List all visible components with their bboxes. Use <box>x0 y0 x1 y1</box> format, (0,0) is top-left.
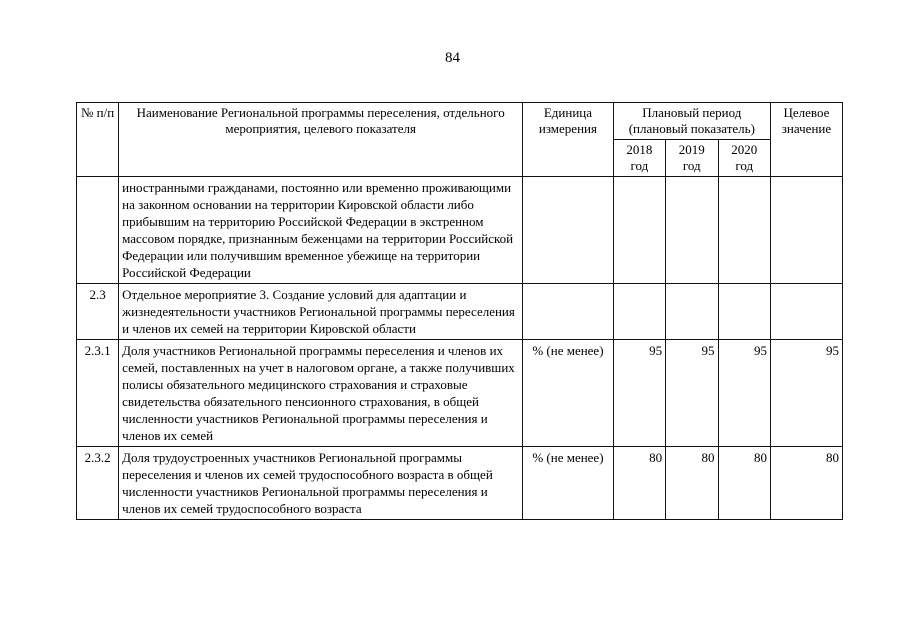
col-header-target: Целевое значение <box>770 103 842 177</box>
row-unit: % (не менее) <box>523 447 613 520</box>
row-unit <box>523 177 613 284</box>
row-num: 2.3 <box>77 284 119 340</box>
row-value-2019 <box>666 177 718 284</box>
page-number: 84 <box>445 50 460 66</box>
row-num: 2.3.2 <box>77 447 119 520</box>
row-value-2019 <box>666 284 718 340</box>
row-unit: % (не менее) <box>523 340 613 447</box>
row-name: Отдельное мероприятие 3. Создание условий для адаптации и жизнедеятельности участников Региональной программы переселения и членов их семей на территории Кировской области <box>119 284 523 340</box>
row-num <box>77 177 119 284</box>
table-row <box>77 177 843 284</box>
col-header-name: Наименование Региональной программы переселения, отдельного мероприятия, целевого показателя <box>119 103 523 177</box>
row-value-2018 <box>613 177 665 284</box>
row-unit <box>523 284 613 340</box>
row-num: 2.3.1 <box>77 340 119 447</box>
header-row <box>77 103 843 140</box>
col-header-year-2018: 2018 год <box>613 140 665 177</box>
row-value-2019: 80 <box>666 447 718 520</box>
row-value-2020 <box>718 177 770 284</box>
table-row <box>77 284 843 340</box>
table-row <box>77 340 843 447</box>
col-header-period: Плановый период (плановый показатель) <box>613 103 770 140</box>
col-header-year-2020: 2020 год <box>718 140 770 177</box>
row-value-2019: 95 <box>666 340 718 447</box>
col-header-unit: Единица измерения <box>523 103 613 177</box>
row-name: Доля участников Региональной программы переселения и членов их семей, поставленных на учет в налоговом органе, а также получивших полисы обязательного медицинского страхования и страховые свидетельства обязательного пенсионного страхования, в общей численности участников Региональной программы переселения и членов их семей <box>119 340 523 447</box>
row-target <box>770 284 842 340</box>
table-row <box>77 447 843 520</box>
row-value-2020: 95 <box>718 340 770 447</box>
row-name: Доля трудоустроенных участников Региональной программы переселения и членов их семей трудоспособного возраста в общей численности участников Региональной программы переселения и членов их семей трудоспособного возраста <box>119 447 523 520</box>
row-value-2018 <box>613 284 665 340</box>
indicators-table <box>76 102 843 520</box>
row-target: 80 <box>770 447 842 520</box>
col-header-num: № п/п <box>77 103 119 177</box>
row-value-2018: 95 <box>613 340 665 447</box>
col-header-year-2019: 2019 год <box>666 140 718 177</box>
row-target <box>770 177 842 284</box>
row-name: иностранными гражданами, постоянно или временно проживающими на законном основании на территории Кировской области либо прибывшим на территорию Российской Федерации в экстренном массовом порядке, признанным беженцами на территории Российской Федерации или получившим временное убежище на территории Российской Федерации <box>119 177 523 284</box>
row-value-2020: 80 <box>718 447 770 520</box>
row-value-2018: 80 <box>613 447 665 520</box>
row-target: 95 <box>770 340 842 447</box>
row-value-2020 <box>718 284 770 340</box>
